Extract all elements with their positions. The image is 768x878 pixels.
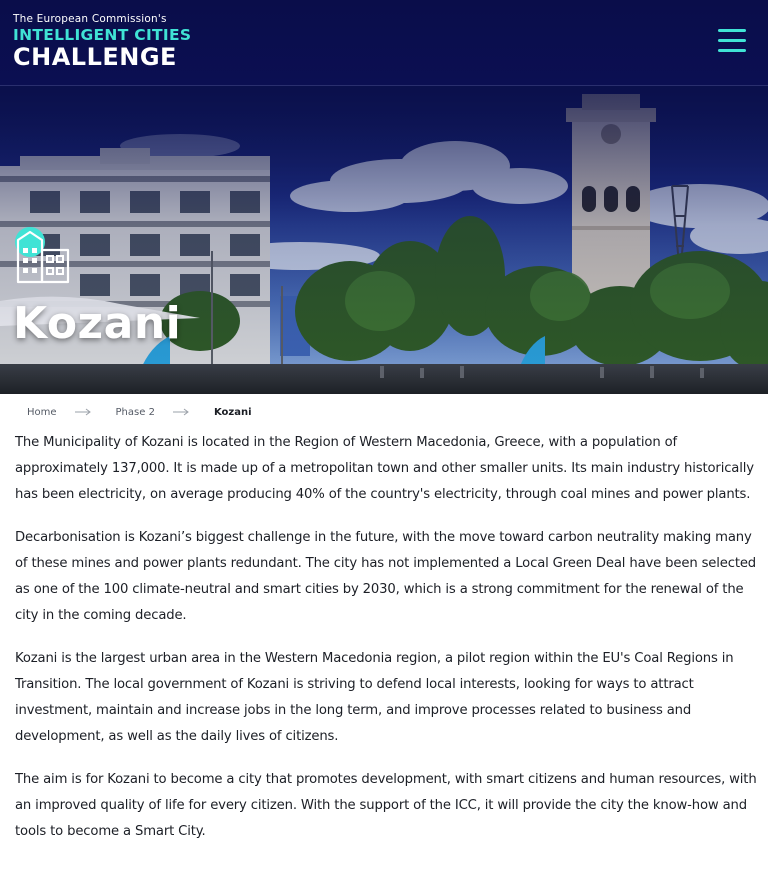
menu-bar <box>718 29 746 32</box>
article-body <box>15 430 757 862</box>
icc-logo[interactable] <box>13 14 191 69</box>
arrow-right-icon <box>173 408 189 416</box>
city-buildings-icon <box>14 226 72 286</box>
breadcrumb-phase-2[interactable]: Phase 2 <box>115 406 155 418</box>
logo-line-1: The European Commission's <box>13 13 167 25</box>
hamburger-menu-icon[interactable] <box>716 27 748 55</box>
page-title: Kozani <box>13 298 182 349</box>
arrow-right-icon <box>75 408 91 416</box>
menu-bar <box>718 49 746 52</box>
breadcrumb-home[interactable]: Home <box>27 406 57 418</box>
paragraph-region: Kozani is the largest urban area in the Western Macedonia region, a pilot region within the EU's Coal Regions in Transition. The local government of Kozani is striving to defend local interests, looking for ways to attract investment, maintain and increase jobs in the long term, and improve processes related to business and development, as well as the daily lives of citizens. <box>15 651 734 744</box>
logo-line-2: INTELLIGENT CITIES <box>13 25 192 44</box>
menu-bar <box>718 39 746 42</box>
paragraph-decarbonisation: Decarbonisation is Kozani’s biggest challenge in the future, with the move toward carbon neutrality making many of these mines and power plants redundant. The city has not implemented a Local Green Deal have been selected as one of the 100 climate-neutral and smart cities by 2030, which is a strong commitment for the renewal of the city in the coming decade. <box>15 530 757 623</box>
paragraph-intro: The Municipality of Kozani is located in the Region of Western Macedonia, Greece, with a population of approximately 137,000. It is made up of a metropolitan town and other smaller units. Its main industry historically has been electricity, on average producing 40% of the country's electricity, through coal mines and power plants. <box>15 435 754 502</box>
paragraph-aim: The aim is for Kozani to become a city that promotes development, with smart citizens and human resources, with an improved quality of life for every citizen. With the support of the ICC, it will provide the city the know-how and tools to become a Smart City. <box>15 772 757 839</box>
logo-line-3: CHALLENGE <box>13 43 177 71</box>
hero-banner <box>0 86 768 394</box>
breadcrumb <box>27 404 252 420</box>
site-header <box>0 0 768 86</box>
breadcrumb-current: Kozani <box>213 406 252 418</box>
